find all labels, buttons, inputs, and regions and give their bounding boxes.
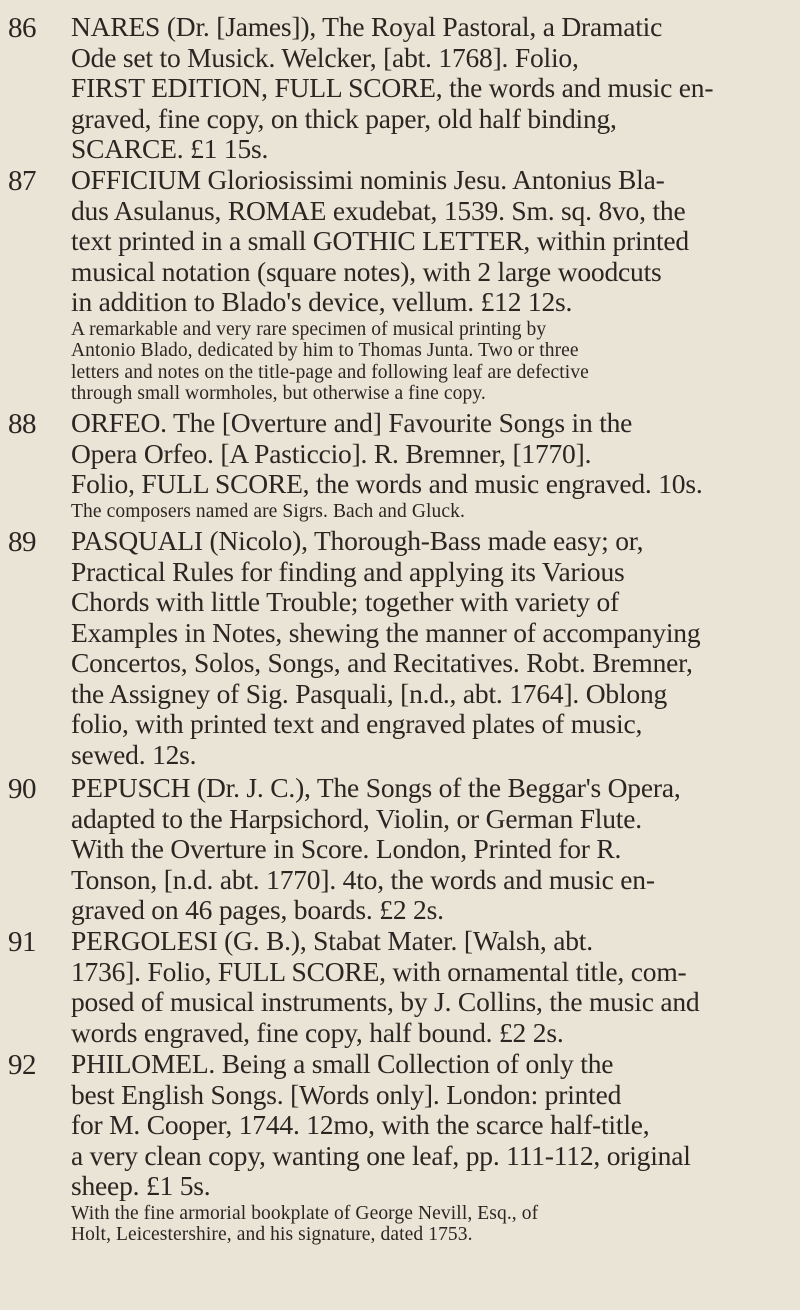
entry-note: A remarkable and very rare specimen of musical printing by Antonio Blado, dedicated by him to Thomas Junta. Two or three letters and notes on the title-page and following leaf are defective through small wormholes, but otherwise a fine copy.: [71, 318, 589, 404]
entry-description: OFFICIUM Gloriosissimi nominis Jesu. Antonius Bla- dus Asulanus, ROMAE exudebat, 1539. Sm. sq. 8vo, the text printed in a small GOTHIC LETTER, within printed musical notation (square notes), with 2 large woodcuts in addition to Blado's device, vellum. £12 12s.: [71, 164, 689, 317]
lot-number: 88: [8, 408, 36, 440]
catalogue-entry-90: [8, 773, 794, 926]
entry-description: PASQUALI (Nicolo), Thorough-Bass made easy; or, Practical Rules for finding and applying its Various Chords with little Trouble; together with variety of Examples in Notes, shewing the manner of accompanying Concertos, Solos, Songs, and Recitatives. Robt. Bremner, the Assigney of Sig. Pasquali, [n.d., abt. 1764]. Oblong folio, with printed text and engraved plates of music, sewed. 12s.: [71, 525, 701, 770]
lot-number: 87: [8, 165, 36, 197]
catalogue-entry-87: [8, 165, 794, 405]
lot-number: 90: [8, 773, 36, 805]
catalogue-entry-92: [8, 1049, 794, 1246]
entry-description: PEPUSCH (Dr. J. C.), The Songs of the Beggar's Opera, adapted to the Harpsichord, Violin, or German Flute. With the Overture in Score. London, Printed for R. Tonson, [n.d. abt. 1770]. 4to, the words and music en- graved on 46 pages, boards. £2 2s.: [71, 772, 681, 925]
lot-number: 89: [8, 526, 36, 558]
entry-note: The composers named are Sigrs. Bach and Gluck.: [71, 500, 465, 522]
entry-description: PERGOLESI (G. B.), Stabat Mater. [Walsh, abt. 1736]. Folio, FULL SCORE, with ornamental title, com- posed of musical instruments, by J. Collins, the music and words engraved, fine copy, half bound. £2 2s.: [71, 925, 700, 1048]
lot-number: 91: [8, 926, 36, 958]
entry-note: With the fine armorial bookplate of George Nevill, Esq., of Holt, Leicestershire, and his signature, dated 1753.: [71, 1202, 539, 1245]
entry-description: NARES (Dr. [James]), The Royal Pastoral, a Dramatic Ode set to Musick. Welcker, [abt. 1768]. Folio, FIRST EDITION, FULL SCORE, the words and music en- graved, fine copy, on thick paper, old half binding, SCARCE. £1 15s.: [71, 11, 714, 164]
catalogue-entry-86: [8, 12, 794, 165]
entry-description: PHILOMEL. Being a small Collection of only the best English Songs. [Words only]. London: printed for M. Cooper, 1744. 12mo, with the scarce half-title, a very clean copy, wanting one leaf, pp. 111-112, original sheep. £1 5s.: [71, 1048, 691, 1201]
entry-description: ORFEO. The [Overture and] Favourite Songs in the Opera Orfeo. [A Pasticcio]. R. Bremner, [1770]. Folio, FULL SCORE, the words and music engraved. 10s.: [71, 407, 703, 499]
catalogue-entry-88: [8, 408, 794, 522]
lot-number: 86: [8, 12, 36, 44]
catalogue-entry-91: [8, 926, 794, 1048]
lot-number: 92: [8, 1049, 36, 1081]
catalogue-entry-89: [8, 526, 794, 770]
